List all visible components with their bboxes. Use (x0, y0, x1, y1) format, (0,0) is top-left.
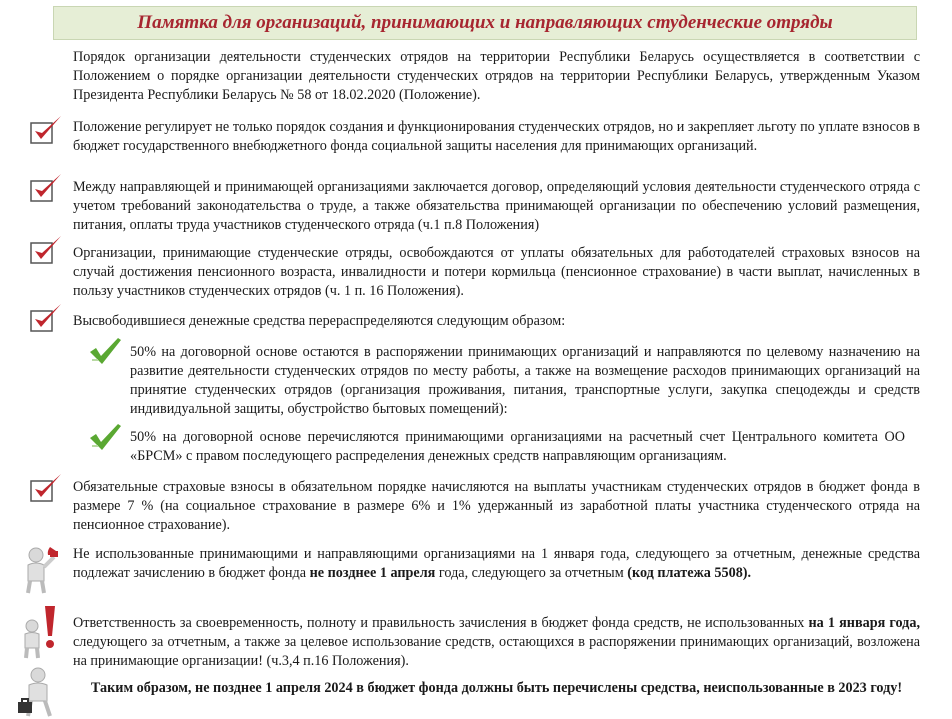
checkbox-check-icon (28, 114, 64, 146)
conclusion-text: Таким образом, не позднее 1 апреля 2024 в бюджет фонда должны быть перечислены средства, неиспользованные в 2023 году! (90, 680, 903, 696)
notice-text: Не использованные принимающими и направляющими организациями на 1 января года, следующего за отчетным, денежные средства подлежат зачислению в бюджет фонда (73, 546, 920, 581)
person-briefcase-icon (16, 666, 60, 718)
checkbox-check-icon (28, 302, 64, 334)
list-item: Положение регулирует не только порядок создания и функционирования студенческих отрядов, но и закрепляет льготу по уплате взносов в бюджет государственного внебюджетного фонда социальной защиты населения для принимающих организаций. (73, 119, 920, 154)
person-thumbs-up-icon (14, 543, 62, 595)
notice-text: года, следующего за отчетным (435, 565, 628, 581)
title-banner (53, 6, 917, 40)
sub-list-item: 50% на договорной основе остаются в распоряжении принимающих организаций и направляются по целевому назначению на развитие деятельности студенческих отрядов по месту работы, а также на возмещение расходов принимающих организаций на принятие студенческих отрядов (организация проживания, питания, транспортные услуги, закупка спецодежды и средств индивидуальной защиты, обустройство бытовых помещений): (130, 344, 920, 417)
notice-text: Ответственность за своевременность, полноту и правильность зачисления в бюджет фонда средств, не использованных (73, 615, 809, 631)
notice-text: следующего за отчетным, а также за целевое использование средств, остающихся в распоряжении принимающих организаций, возложена на принимающие организации! (ч.3,4 п.16 Положения). (73, 634, 920, 669)
green-check-icon (88, 422, 122, 452)
list-item: Высвободившиеся денежные средства перераспределяются следующим образом: (73, 313, 566, 329)
list-item: Между направляющей и принимающей организациями заключается договор, определяющий условия деятельности студенческого отряда с учетом требований законодательства о труде, а также обязательства принимающей организации по обеспечению условий размещения, питания, оплаты труда участников студенческого отряда (ч.1 п.8 Положения) (73, 179, 920, 233)
notice-paragraph (73, 545, 920, 583)
green-check-icon (88, 336, 122, 366)
list-item: Организации, принимающие студенческие отряды, освобождаются от уплаты обязательных для работодателей страховых взносов на случай достижения пенсионного возраста, инвалидности и потери кормильца (пенсионное страхование) в части выплат, начисленных в пользу участников студенческих отрядов (ч. 1 п. 16 Положения). (73, 245, 920, 299)
sub-list-item: 50% на договорной основе перечисляются принимающими организациями на расчетный счет Центрального комитета ОО «БРСМ» с правом последующего распределения денежных средств направляющим организациям. (130, 429, 905, 464)
person-exclamation-icon (14, 604, 62, 660)
notice-paragraph (73, 614, 920, 671)
deadline-bold: не позднее 1 апреля (309, 565, 436, 581)
payment-code-bold: (код платежа 5508). (627, 565, 752, 581)
page-title: Памятка для организаций, принимающих и направляющих студенческие отряды (137, 12, 833, 33)
date-bold: на 1 января года, (808, 615, 920, 631)
checkbox-check-icon (28, 472, 64, 504)
checkbox-check-icon (28, 172, 64, 204)
list-item: Обязательные страховые взносы в обязательном порядке начисляются на выплаты участникам студенческих отрядов в бюджет фонда в размере 7 % (на социальное страхование в размере 6% и 1% удержанный из заработной платы участника студенческого отряда на пенсионное страхование). (73, 479, 920, 533)
intro-paragraph: Порядок организации деятельности студенческих отрядов на территории Республики Беларусь осуществляется в соответствии с Положением о порядке организации деятельности студенческих отрядов на территории Республики Беларусь, утвержденным Указом Президента Республики Беларусь № 58 от 18.02.2020 (Положение). (73, 49, 920, 103)
checkbox-check-icon (28, 234, 64, 266)
